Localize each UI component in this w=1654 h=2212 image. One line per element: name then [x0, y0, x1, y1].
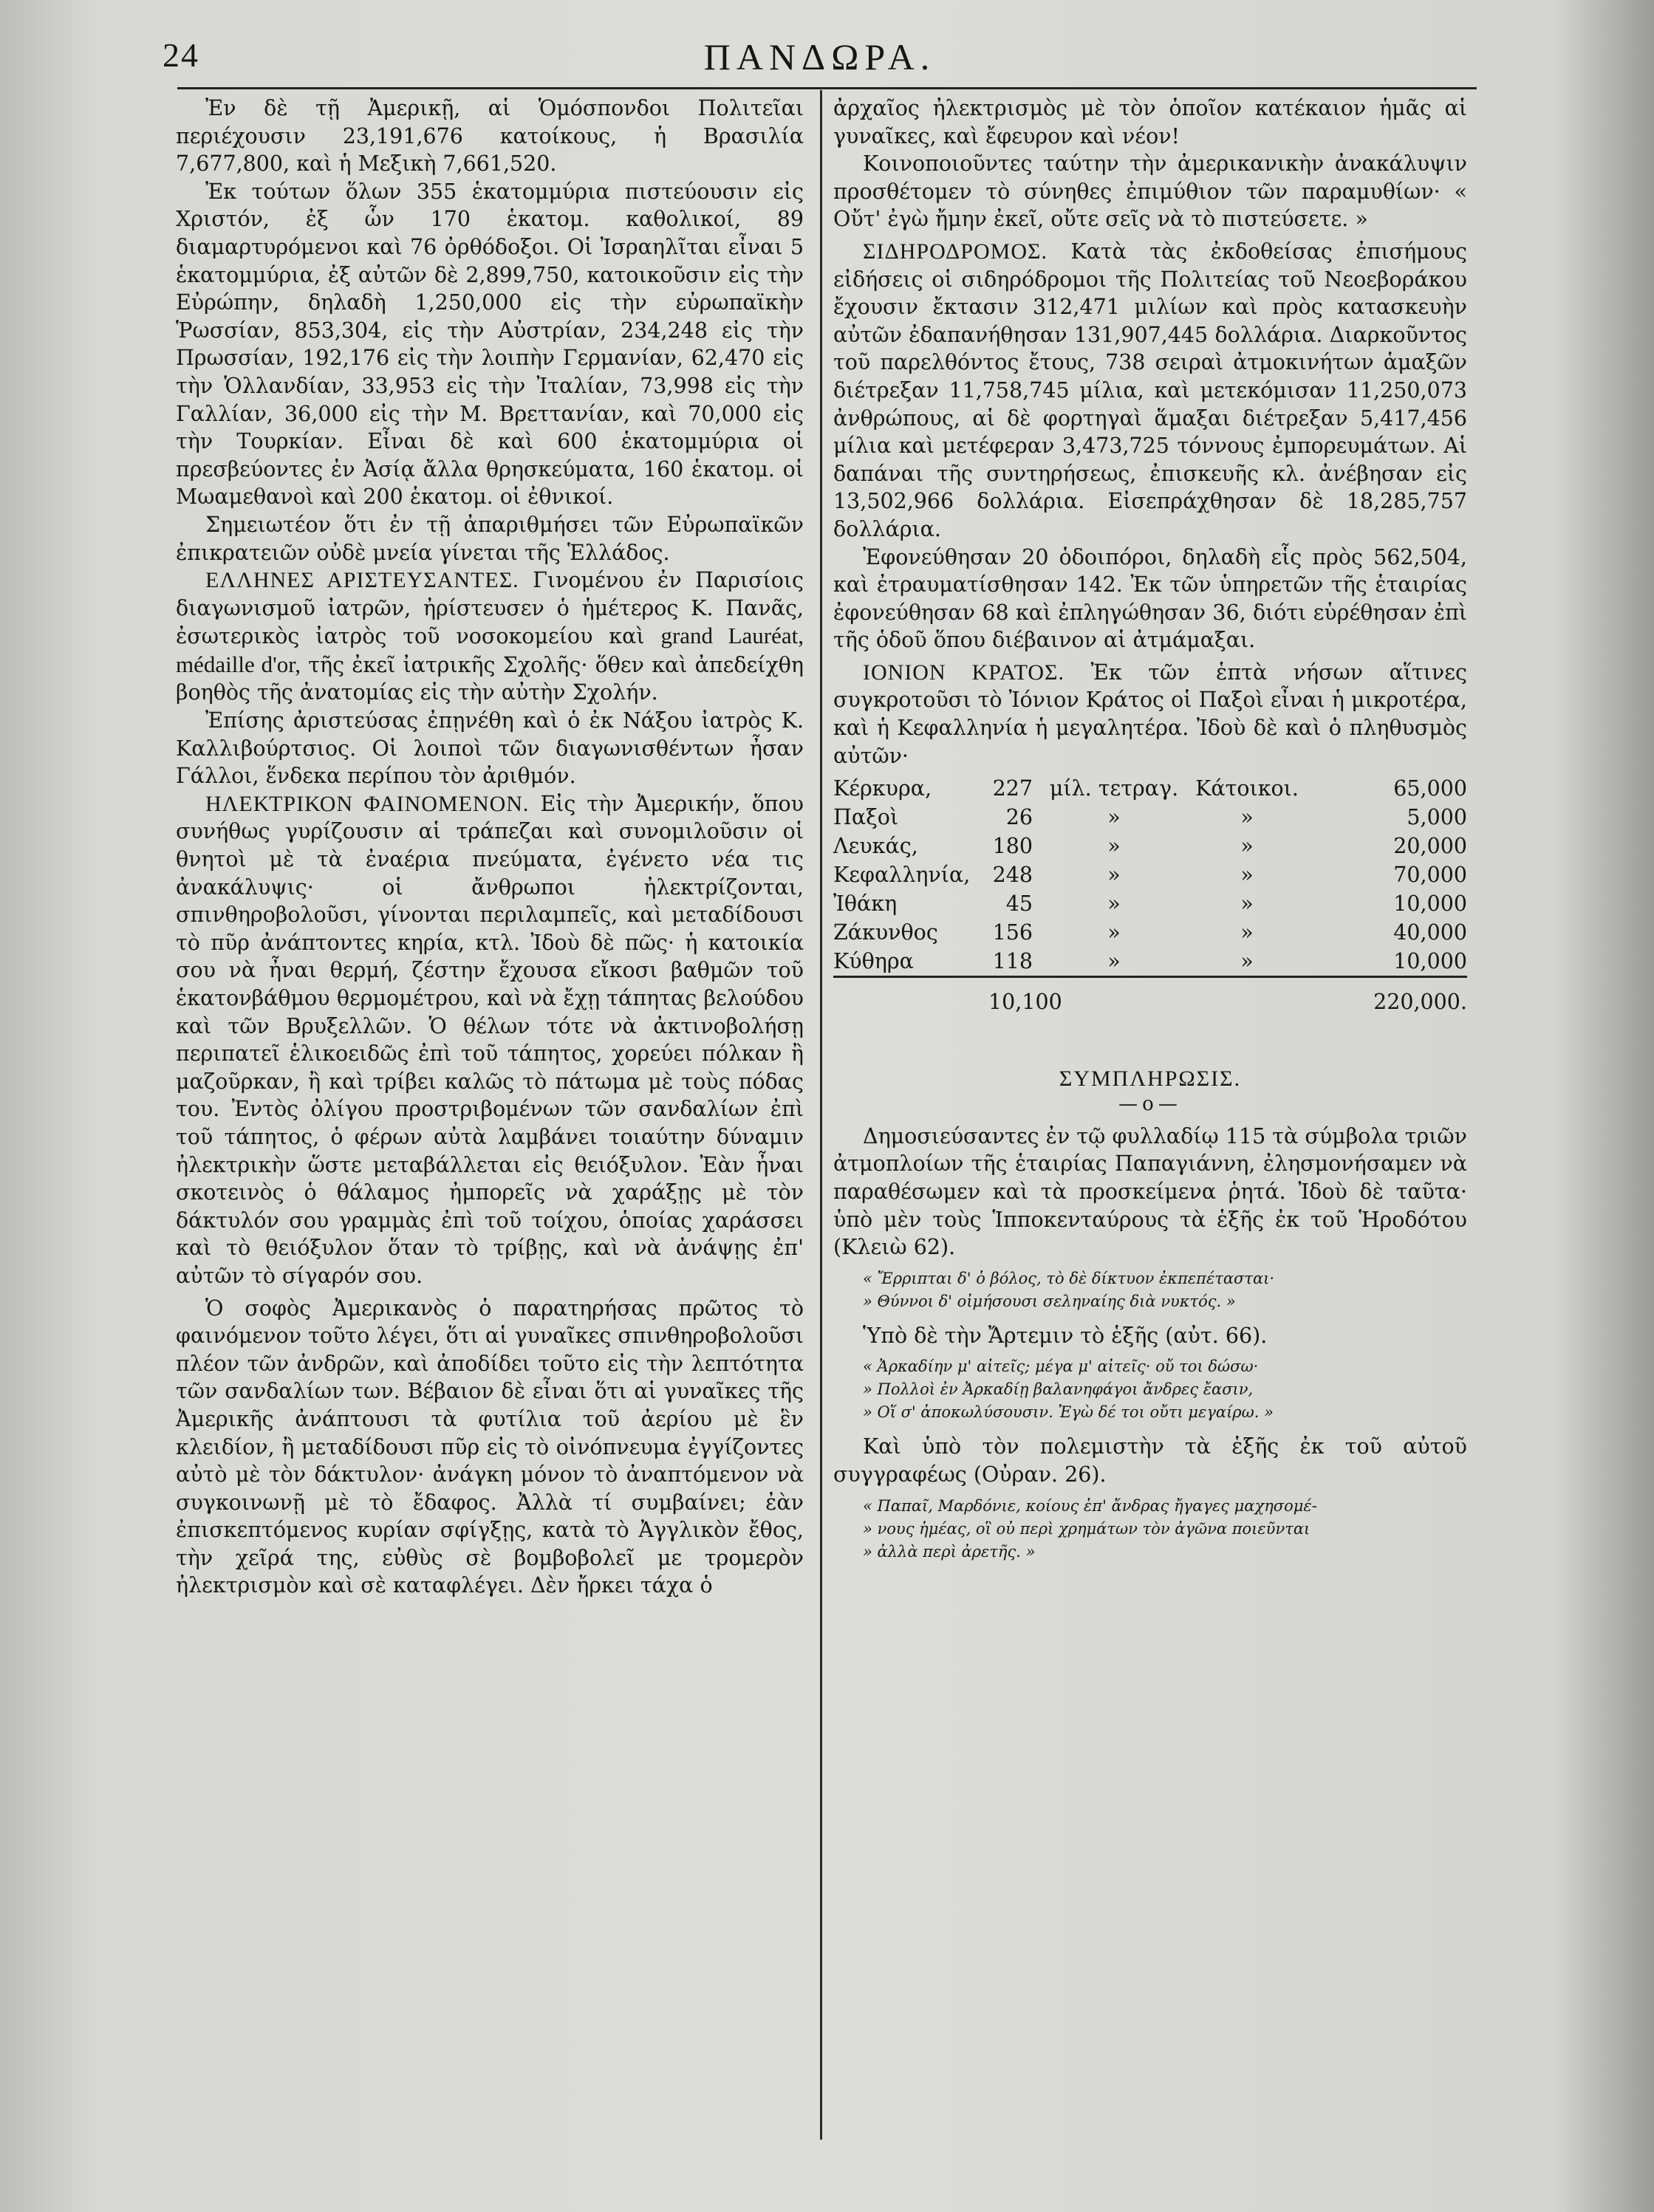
- island-name: Ζάκυνθος: [833, 920, 938, 945]
- text-ionian-state: Ἐκ τῶν ἑπτὰ νήσων αἵτινες συγκροτοῦσι τὸ Ἰόνιον Κράτος οἱ Παξοὶ εἶναι ἡ μικροτέρα, καὶ ἡ Κεφαλληνία ἡ μεγαλητέρα. Ἰδοὺ δὲ καὶ ὁ πληθυσμὸς αὐτῶν·: [833, 660, 1467, 768]
- ditto-mark: »: [1240, 805, 1254, 830]
- paragraph-kallivourtsios: Ἐπίσης ἀριστεύσας ἐπῃνέθη καὶ ὁ ἐκ Νάξου ἰατρὸς Κ. Καλλιβούρτσιος. Οἱ λοιποὶ τῶν διαγωνισθέντων ἦσαν Γάλλοι, ἕνδεκα περίπου τὸν ἀριθμόν.: [176, 708, 804, 789]
- ditto-mark: »: [1240, 891, 1254, 917]
- area-unit-label: μίλ. τετραγ.: [1049, 776, 1179, 801]
- text-electric-phenomenon: Εἰς τὴν Ἀμερικήν, ὅπου συνήθως γυρίζουσιν αἱ τράπεζαι καὶ συνομιλοῦσιν οἱ θνητοὶ μὲ τὰ ἐναέρια πνεύματα, ἐγένετο νέα τις ἀνακάλυψις· οἱ ἄνθρωποι ἠλεκτρίζονται, σπινθηροβολοῦσι, γίνονται περιλαμπεῖς, καὶ μεταδίδουσι τὸ πῦρ ἀνάπτοντες κηρία, κτλ. Ἰδοὺ δὲ πῶς· ἡ κατοικία σου νὰ ἦναι θερμή, ζέστην ἔχουσα εἴκοσι βαθμῶν τοῦ ἑκατονβάθμου θερμομέτρου, καὶ νὰ ἔχῃ τάπητας βελούδου καὶ τῶν Βρυξελλῶν. Ὁ θέλων τότε νὰ ἀκτινοβολήσῃ περιπατεῖ ἑλικοειδῶς ἐπὶ τοῦ τάπητος, χορεύει πόλκαν ἢ μαζοῦρκαν, ἢ καὶ τρίβει καλῶς τὸ πάτωμα μὲ τοὺς πόδας του. Ἐντὸς ὀλίγου προστριβομένων τῶν σανδαλίων ἐπὶ τοῦ τάπητος, ὁ φέρων αὐτὰ λαμβάνει τοιαύτην δύναμιν ἠλεκτρικὴν ὥστε μεταβάλλεται εἰς θειόξυλον. Ἐὰν ἦναι σκοτεινὸς ὁ θάλαμος ἠμπορεῖς νὰ χαράξῃς μὲ τὸν δάκτυλόν σου γραμμὰς ἐπὶ τοῦ τοίχου, ὁποίας χαράσσει καὶ τὸ θειόξυλον ὅταν τὸ τρίβῃς, καὶ νὰ ἀνάψῃς ἐπ' αὐτῶν τὸ σίγαρόν σου.: [176, 791, 804, 1288]
- running-head: [163, 35, 1477, 87]
- paragraph-greek-doctors: [176, 566, 804, 707]
- island-area: 156: [992, 920, 1033, 945]
- population-label: Κάτοικοι.: [1195, 776, 1299, 801]
- table-row: [833, 774, 1467, 803]
- ditto-mark: »: [1107, 920, 1121, 945]
- paragraph-greece-note: Σημειωτέον ὅτι ἐν τῇ ἀπαριθμήσει τῶν Εὐρωπαϊκῶν ἐπικρατειῶν οὐδὲ μνεία γίνεται τῆς Ἑλλάδος.: [176, 512, 804, 565]
- paragraph-american-scientist: Ὁ σοφὸς Ἀμερικανὸς ὁ παρατηρήσας πρῶτος τὸ φαινόμενον τοῦτο λέγει, ὅτι αἱ γυναῖκες σπινθηροβολοῦσι πλέον τῶν ἀνδρῶν, καὶ ἀποδίδει τοῦτο εἰς τὴν λεπτότητα τῶν σανδαλίων των. Βέβαιον δὲ εἶναι ὅτι αἱ γυναῖκες τῆς Ἀμερικῆς ἀνάπτουσι τὰ φυτίλια τοῦ ἀερίου μὲ ἓν κλειδίον, ἢ μεταδίδουσι πῦρ εἰς τὸ οἰνόπνευμα ἐγγίζοντες αὐτὸ μὲ τὸν δάκτυλον· ἀνάγκη μόνον τὸ ἀναπτόμενον νὰ συγκοινωνῇ μὲ τὸ ἔδαφος. Ἀλλὰ τί συμβαίνει; ἐὰν ἐπισκεπτόμενος κυρίαν σφίγξῃς, κατὰ τὸ Ἀγγλικὸν ἔθος, τὴν χεῖρά της, εὐθὺς σὲ βομβοβολεῖ με τρομερὸν ἠλεκτρισμὸν καὶ σὲ καταφλέγει. Δὲν ἤρκει τάχα ὁ: [176, 1295, 804, 1598]
- ditto-mark: »: [1107, 834, 1121, 859]
- island-name: Λευκάς,: [833, 834, 918, 859]
- total-population: 220,000.: [1373, 990, 1467, 1015]
- text-french-title: grand Lauréat, médaille d'or,: [176, 623, 804, 677]
- table-row: [833, 947, 1467, 977]
- island-area: 45: [1005, 891, 1033, 917]
- verse-line: » Πολλοὶ ἐν Ἀρκαδίῃ βαλανηφάγοι ἄνδρες ἔασιν,: [863, 1380, 1254, 1399]
- island-population: 10,000: [1393, 891, 1467, 917]
- heading-greek-doctors: ΕΛΛΗΝΕΣ ΑΡΙΣΤΕΥΣΑΝΤΕΣ.: [205, 568, 519, 593]
- verse-herodotus-1: [863, 1267, 1467, 1313]
- ditto-mark: »: [1107, 949, 1121, 974]
- sum-rule-row: [833, 977, 1467, 985]
- paragraph-warrior: Καὶ ὑπὸ τὸν πολεμιστὴν τὰ ἑξῆς ἐκ τοῦ αὐτοῦ συγγραφέως (Οὐραν. 26).: [833, 1434, 1467, 1487]
- island-area: 227: [992, 776, 1033, 801]
- ditto-mark: »: [1107, 863, 1121, 888]
- paragraph-electric-phenomenon: [176, 790, 804, 1290]
- table-row: [833, 918, 1467, 947]
- total-area: 10,100: [988, 990, 1062, 1015]
- paragraph-religions: Ἐκ τούτων ὅλων 355 ἑκατομμύρια πιστεύουσιν εἰς Χριστόν, ἐξ ὧν 170 ἑκατομ. καθολικοί, 89 διαμαρτυρόμενοι καὶ 76 ὀρθόδοξοι. Οἱ Ἰσραηλῖται εἶναι 5 ἑκατομμύρια, ἐξ αὐτῶν δὲ 2,899,750, κατοικοῦσιν εἰς τὴν Εὐρώπην, δηλαδὴ 1,250,000 εἰς τὴν εὐρωπαϊκὴν Ῥωσσίαν, 853,304, εἰς τὴν Αὐστρίαν, 234,248 εἰς τὴν Πρωσσίαν, 192,176 εἰς τὴν λοιπὴν Γερμανίαν, 62,470 εἰς τὴν Ὁλλανδίαν, 33,953 εἰς τὴν Ἰταλίαν, 73,998 εἰς τὴν Γαλλίαν, 36,000 εἰς τὴν Μ. Βρεττανίαν, καὶ 70,000 εἰς τὴν Τουρκίαν. Εἶναι δὲ καὶ 600 ἑκατομμύρια οἱ πρεσβεύοντες ἐν Ἀσίᾳ ἄλλα θρησκεύματα, 160 ἑκατομ. οἱ Μωαμεθανοὶ καὶ 200 ἑκατομ. οἱ ἐθνικοί.: [176, 179, 804, 510]
- island-name: Κεφαλληνία,: [833, 863, 971, 888]
- verse-herodotus-2: [863, 1355, 1467, 1424]
- island-area: 180: [992, 834, 1033, 859]
- journal-title: ΠΑΝΔΩΡΑ.: [703, 36, 936, 78]
- verse-line: » ἀλλὰ περὶ ἀρετῆς. »: [863, 1542, 1036, 1561]
- table-row: [833, 889, 1467, 918]
- text-railway: Κατὰ τὰς ἐκδοθείσας ἐπισήμους εἰδήσεις οἱ σιδηρόδρομοι τῆς Πολιτείας τοῦ Νεοεβοράκου ἔχουσιν ἔκτασιν 312,471 μιλίων καὶ πρὸς κατασκευὴν αὐτῶν ἐδαπανήθησαν 131,907,445 δολλάρια. Διαρκοῦντος τοῦ παρελθόντος ἔτους, 738 σειραὶ ἀτμοκινήτων ἁμαξῶν διέτρεξαν 11,758,745 μίλια, καὶ μετεκόμισαν 11,250,073 ἀνθρώπους, αἱ δὲ φορτηγαὶ ἅμαξαι διέτρεξαν 5,417,456 μίλια καὶ μετέφεραν 3,473,725 τόννους ἐμπορευμάτων. Αἱ δαπάναι τῆς συντηρήσεως, ἐπισκευῆς κλ. ἀνέβησαν εἰς 13,502,966 δολλάρια. Εἰσεπράχθησαν δὲ 18,285,757 δολλάρια.: [833, 239, 1467, 541]
- right-column: [833, 95, 1467, 1572]
- column-divider: [820, 90, 822, 2140]
- heading-ionian-state: ΙΟΝΙΟΝ ΚΡΑΤΟΣ.: [863, 660, 1065, 685]
- ditto-mark: »: [1107, 805, 1121, 830]
- verse-herodotus-3: [863, 1495, 1467, 1564]
- header-rule: [177, 87, 1477, 89]
- island-area: 118: [992, 949, 1033, 974]
- paragraph-artemis: Ὑπὸ δὲ τὴν Ἄρτεμιν τὸ ἑξῆς (αὐτ. 66).: [863, 1323, 1268, 1348]
- island-area: 248: [992, 863, 1033, 888]
- paragraph-moral: Κοινοποιοῦντες ταύτην τὴν ἀμερικανικὴν ἀνακάλυψιν προσθέτομεν τὸ σύνηθες ἐπιμύθιον τῶν παραμυθίων· « Οὔτ' ἐγὼ ἤμην ἐκεῖ, οὔτε σεῖς νὰ τὸ πιστεύσετε. »: [833, 151, 1467, 232]
- island-area: 26: [1005, 805, 1033, 830]
- left-column: [176, 95, 804, 1600]
- text-greek-doctors-b: τῆς ἐκεῖ ἰατρικῆς Σχολῆς· ὅθεν καὶ ἀπεδείχθη βοηθὸς τῆς ἀνατομίας εἰς τὴν αὐτὴν Σχολήν.: [176, 652, 804, 705]
- verse-line: « Παπαῖ, Μαρδόνιε, κοίους ἐπ' ἄνδρας ἤγαγες μαχησομέ-: [863, 1496, 1317, 1515]
- paragraph-ionian-state: [833, 659, 1467, 770]
- verse-line: « Ἔρριπται δ' ὁ βόλος, τὸ δὲ δίκτυον ἐκπεπέτασται·: [863, 1269, 1275, 1287]
- paragraph-america-population: Ἐν δὲ τῇ Ἀμερικῇ, αἱ Ὁμόσπονδοι Πολιτεῖαι περιέχουσιν 23,191,676 κατοίκους, ἡ Βρασιλία 7,677,800, καὶ ἡ Μεξικὴ 7,661,520.: [176, 96, 804, 177]
- heading-railway: ΣΙΔΗΡΟΔΡΟΜΟΣ.: [863, 239, 1048, 264]
- text-greek-doctors-a: Γινομένου ἐν Παρισίοις διαγωνισμοῦ ἰατρῶν, ἠρίστευσεν ὁ ἡμέτερος Κ. Πανᾶς, ἐσωτερικὸς ἰατρὸς τοῦ νοσοκομείου καὶ: [176, 568, 804, 649]
- paragraph-supplement: Δημοσιεύσαντες ἐν τῷ φυλλαδίῳ 115 τὰ σύμβολα τριῶν ἀτμοπλοίων τῆς ἑταιρίας Παπαγιάννη, ἐλησμονήσαμεν νὰ παραθέσωμεν καὶ τὰ προσκείμενα ῥητά. Ἰδοὺ δὲ ταῦτα· ὑπὸ μὲν τοὺς Ἱπποκενταύρους τὰ ἑξῆς ἐκ τοῦ Ἡροδότου (Κλειὼ 62).: [833, 1123, 1467, 1260]
- island-population: 20,000: [1393, 834, 1467, 859]
- ditto-mark: »: [1107, 891, 1121, 917]
- ditto-mark: »: [1240, 834, 1254, 859]
- island-population: 10,000: [1393, 949, 1467, 974]
- verse-line: « Ἀρκαδίην μ' αἰτεῖς; μέγα μ' αἰτεῖς· οὔ τοι δώσω·: [863, 1357, 1259, 1376]
- ditto-mark: »: [1240, 920, 1254, 945]
- section-title-supplement: ΣΥΜΠΛΗΡΩΣΙΣ.: [1059, 1066, 1242, 1092]
- verse-line: » Θύννοι δ' οἰμήσουσι σεληναίης διὰ νυκτός. »: [863, 1292, 1236, 1310]
- island-name: Κύθηρα: [833, 949, 914, 974]
- population-table: [833, 774, 1467, 1021]
- island-name: Παξοὶ: [833, 805, 899, 830]
- verse-line: » Οἵ σ' ἀποκωλύσουσιν. Ἐγὼ δέ τοι οὔτι μεγαίρω. »: [863, 1403, 1274, 1422]
- island-population: 70,000: [1393, 863, 1467, 888]
- island-population: 65,000: [1393, 776, 1467, 801]
- island-name: Κέρκυρα,: [833, 776, 932, 801]
- island-name: Ἰθάκη: [833, 891, 898, 917]
- ditto-mark: »: [1240, 949, 1254, 974]
- page-number: 24: [163, 36, 199, 74]
- island-population: 5,000: [1407, 805, 1467, 830]
- table-row: [833, 803, 1467, 832]
- table-row: [833, 832, 1467, 860]
- island-population: 40,000: [1393, 920, 1467, 945]
- paragraph-railway-casualties: Ἐφονεύθησαν 20 ὁδοιπόροι, δηλαδὴ εἷς πρὸς 562,504, καὶ ἐτραυματίσθησαν 142. Ἐκ τῶν ὑπηρετῶν τῆς ἑταιρίας ἐφονεύθησαν 68 καὶ ἐπληγώθησαν 36, διότι εὑρέθησαν ἐπὶ τῆς ὁδοῦ ὅπου διέβαινον αἱ ἀτμάμαξαι.: [833, 544, 1467, 653]
- totals-row: [833, 984, 1467, 1021]
- paragraph-continuation: ἀρχαῖος ἠλεκτρισμὸς μὲ τὸν ὁποῖον κατέκαιον ἡμᾶς αἱ γυναῖκες, καὶ ἔφευρον καὶ νέον!: [833, 96, 1467, 148]
- paragraph-railway: [833, 238, 1467, 544]
- heading-electric-phenomenon: ΗΛΕΚΤΡΙΚΟΝ ΦΑΙΝΟΜΕΝΟΝ.: [205, 791, 530, 816]
- verse-line: » νους ἡμέας, οἳ οὐ περὶ χρημάτων τὸν ἀγῶνα ποιεῦνται: [863, 1519, 1310, 1538]
- ditto-mark: »: [1240, 863, 1254, 888]
- ornament-divider: —o—: [1118, 1092, 1182, 1115]
- table-row: [833, 860, 1467, 889]
